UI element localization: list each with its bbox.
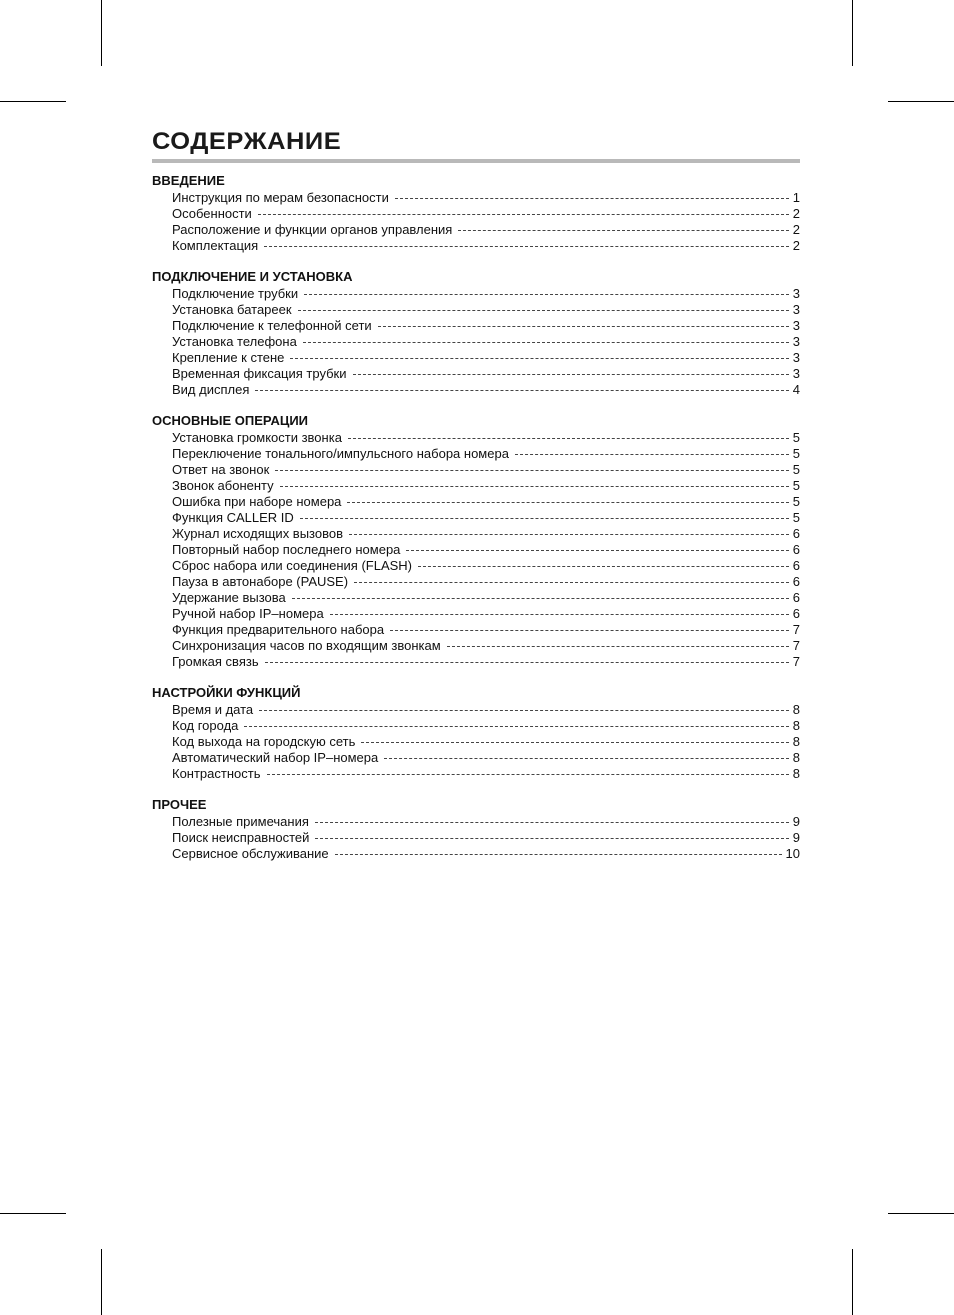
toc-entry[interactable] (152, 350, 800, 366)
crop-mark-top-right-vertical (852, 0, 853, 66)
toc-entry-page-number: 4 (792, 382, 800, 397)
toc-entry[interactable] (152, 286, 800, 302)
toc-entry[interactable] (152, 238, 800, 254)
toc-entry-title: Контрастность (172, 766, 261, 781)
toc-entry-title: Временная фиксация трубки (172, 366, 347, 381)
toc-dot-leader (258, 214, 789, 215)
toc-entry[interactable] (152, 462, 800, 478)
toc-dot-leader (264, 246, 789, 247)
toc-entry[interactable] (152, 830, 800, 846)
toc-entry-title: Подключение трубки (172, 286, 299, 301)
toc-entry[interactable] (152, 702, 800, 718)
toc-entry[interactable] (152, 222, 800, 238)
toc-entry[interactable] (152, 446, 800, 462)
toc-section-heading: ВВЕДЕНИЕ (152, 173, 225, 188)
toc-entry-page-number: 3 (792, 366, 800, 381)
toc-section (152, 268, 800, 398)
toc-entry-page-number: 3 (792, 350, 800, 365)
toc-entry-title: Повторный набор последнего номера (172, 542, 401, 557)
toc-entry-page-number: 3 (792, 286, 800, 301)
toc-dot-leader (458, 230, 788, 231)
toc-entry-title: Функция CALLER ID (172, 510, 294, 525)
toc-entry-title: Вид дисплея (172, 382, 250, 397)
toc-dot-leader (353, 374, 789, 375)
toc-entry[interactable] (152, 622, 800, 638)
toc-entry[interactable] (152, 606, 800, 622)
toc-entry[interactable] (152, 654, 800, 670)
toc-entry[interactable] (152, 750, 800, 766)
toc-dot-leader (335, 854, 782, 855)
toc-entry-page-number: 1 (792, 190, 800, 205)
toc-entry-page-number: 2 (792, 206, 800, 221)
toc-entry[interactable] (152, 494, 800, 510)
crop-mark-top-left-vertical (101, 0, 102, 66)
toc-entry-page-number: 6 (792, 606, 800, 621)
toc-entry-page-number: 5 (792, 510, 800, 525)
toc-entry-page-number: 8 (792, 750, 800, 765)
toc-dot-leader (275, 470, 789, 471)
toc-entry-title: Ошибка при наборе номера (172, 494, 342, 509)
toc-entry[interactable] (152, 318, 800, 334)
toc-section (152, 412, 800, 670)
toc-entry-title: Комплектация (172, 238, 259, 253)
toc-entry-page-number: 6 (792, 526, 800, 541)
crop-mark-bottom-left-horizontal (0, 1213, 66, 1214)
toc-dot-leader (354, 582, 789, 583)
toc-entry-title: Пауза в автонаборе (PAUSE) (172, 574, 349, 589)
toc-entry-page-number: 7 (792, 654, 800, 669)
table-of-contents (152, 172, 800, 876)
toc-entry-page-number: 6 (792, 542, 800, 557)
toc-entry-title: Крепление к стене (172, 350, 285, 365)
toc-entry-page-number: 2 (792, 222, 800, 237)
toc-entry[interactable] (152, 206, 800, 222)
toc-dot-leader (348, 438, 789, 439)
toc-entry-page-number: 5 (792, 462, 800, 477)
toc-entry-title: Функция предварительного набора (172, 622, 385, 637)
toc-dot-leader (255, 390, 788, 391)
toc-section-heading: ПОДКЛЮЧЕНИЕ И УСТАНОВКА (152, 269, 353, 284)
toc-dot-leader (347, 502, 788, 503)
toc-dot-leader (395, 198, 789, 199)
toc-entry-title: Подключение к телефонной сети (172, 318, 372, 333)
toc-entry[interactable] (152, 766, 800, 782)
toc-entry-title: Переключение тонального/импульсного набора номера (172, 446, 509, 461)
toc-entry-page-number: 9 (792, 814, 800, 829)
toc-entry[interactable] (152, 558, 800, 574)
toc-entry[interactable] (152, 526, 800, 542)
toc-entry-page-number: 5 (792, 494, 800, 509)
toc-dot-leader (315, 838, 788, 839)
toc-dot-leader (384, 758, 789, 759)
toc-entry[interactable] (152, 190, 800, 206)
toc-dot-leader (298, 310, 789, 311)
toc-entry-page-number: 10 (785, 846, 800, 861)
toc-entry[interactable] (152, 590, 800, 606)
toc-dot-leader (303, 342, 789, 343)
toc-dot-leader (267, 774, 789, 775)
toc-dot-leader (315, 822, 789, 823)
toc-dot-leader (361, 742, 788, 743)
toc-entry-title: Расположение и функции органов управления (172, 222, 453, 237)
toc-dot-leader (349, 534, 789, 535)
toc-entry-title: Установка громкости звонка (172, 430, 342, 445)
toc-section (152, 684, 800, 782)
toc-entry[interactable] (152, 478, 800, 494)
toc-dot-leader (447, 646, 789, 647)
toc-section-heading: ПРОЧЕЕ (152, 797, 207, 812)
toc-entry-title: Автоматический набор IP–номера (172, 750, 379, 765)
toc-entry[interactable] (152, 574, 800, 590)
toc-entry-title: Сервисное обслуживание (172, 846, 329, 861)
toc-dot-leader (304, 294, 789, 295)
toc-entry[interactable] (152, 382, 800, 398)
toc-entry[interactable] (152, 542, 800, 558)
toc-entry[interactable] (152, 718, 800, 734)
toc-entry-title: Поиск неисправностей (172, 830, 310, 845)
toc-entry-page-number: 3 (792, 318, 800, 333)
toc-entry[interactable] (152, 510, 800, 526)
toc-entry-title: Особенности (172, 206, 252, 221)
toc-dot-leader (280, 486, 789, 487)
toc-entry[interactable] (152, 302, 800, 318)
toc-entry-page-number: 6 (792, 590, 800, 605)
toc-dot-leader (330, 614, 789, 615)
toc-entry-page-number: 8 (792, 702, 800, 717)
toc-dot-leader (300, 518, 789, 519)
toc-entry-page-number: 5 (792, 478, 800, 493)
toc-dot-leader (418, 566, 789, 567)
toc-dot-leader (265, 662, 789, 663)
toc-entry-title: Время и дата (172, 702, 254, 717)
toc-entry-page-number: 6 (792, 558, 800, 573)
toc-entry-page-number: 3 (792, 334, 800, 349)
toc-entry-page-number: 5 (792, 446, 800, 461)
page-title: СОДЕРЖАНИЕ (152, 128, 342, 155)
toc-dot-leader (406, 550, 788, 551)
toc-section (152, 172, 800, 254)
toc-dot-leader (390, 630, 789, 631)
toc-entry-page-number: 5 (792, 430, 800, 445)
toc-section (152, 796, 800, 862)
toc-entry-title: Звонок абоненту (172, 478, 274, 493)
toc-entry[interactable] (152, 334, 800, 350)
toc-entry-title: Синхронизация часов по входящим звонкам (172, 638, 441, 653)
toc-entry-page-number: 8 (792, 766, 800, 781)
toc-entry-title: Сброс набора или соединения (FLASH) (172, 558, 413, 573)
toc-dot-leader (259, 710, 789, 711)
crop-mark-bottom-right-vertical (852, 1249, 853, 1315)
toc-entry-title: Код выхода на городскую сеть (172, 734, 356, 749)
title-underline (152, 159, 800, 163)
toc-dot-leader (290, 358, 788, 359)
toc-entry-title: Журнал исходящих вызовов (172, 526, 343, 541)
toc-entry-title: Громкая связь (172, 654, 259, 669)
toc-entry[interactable] (152, 814, 800, 830)
toc-entry-title: Удержание вызова (172, 590, 286, 605)
toc-dot-leader (515, 454, 789, 455)
toc-entry-page-number: 6 (792, 574, 800, 589)
toc-entry-title: Ответ на звонок (172, 462, 270, 477)
crop-mark-top-right-horizontal (888, 101, 954, 102)
toc-entry-title: Полезные примечания (172, 814, 309, 829)
toc-entry-title: Инструкция по мерам безопасности (172, 190, 389, 205)
toc-entry-page-number: 2 (792, 238, 800, 253)
toc-entry[interactable] (152, 734, 800, 750)
toc-dot-leader (292, 598, 789, 599)
toc-entry[interactable] (152, 846, 800, 862)
toc-entry-page-number: 9 (792, 830, 800, 845)
toc-entry-title: Установка телефона (172, 334, 297, 349)
toc-dot-leader (378, 326, 789, 327)
toc-entry-title: Код города (172, 718, 239, 733)
crop-mark-top-left-horizontal (0, 101, 66, 102)
toc-entry-page-number: 8 (792, 718, 800, 733)
crop-mark-bottom-right-horizontal (888, 1213, 954, 1214)
toc-entry-title: Установка батареек (172, 302, 292, 317)
toc-entry-page-number: 7 (792, 622, 800, 637)
toc-section-heading: ОСНОВНЫЕ ОПЕРАЦИИ (152, 413, 309, 428)
toc-dot-leader (244, 726, 788, 727)
toc-entry-page-number: 7 (792, 638, 800, 653)
toc-entry-page-number: 8 (792, 734, 800, 749)
toc-entry[interactable] (152, 638, 800, 654)
toc-entry-page-number: 3 (792, 302, 800, 317)
toc-entry[interactable] (152, 430, 800, 446)
toc-entry-title: Ручной набор IP–номера (172, 606, 324, 621)
crop-mark-bottom-left-vertical (101, 1249, 102, 1315)
toc-entry[interactable] (152, 366, 800, 382)
toc-section-heading: НАСТРОЙКИ ФУНКЦИЙ (152, 685, 301, 700)
